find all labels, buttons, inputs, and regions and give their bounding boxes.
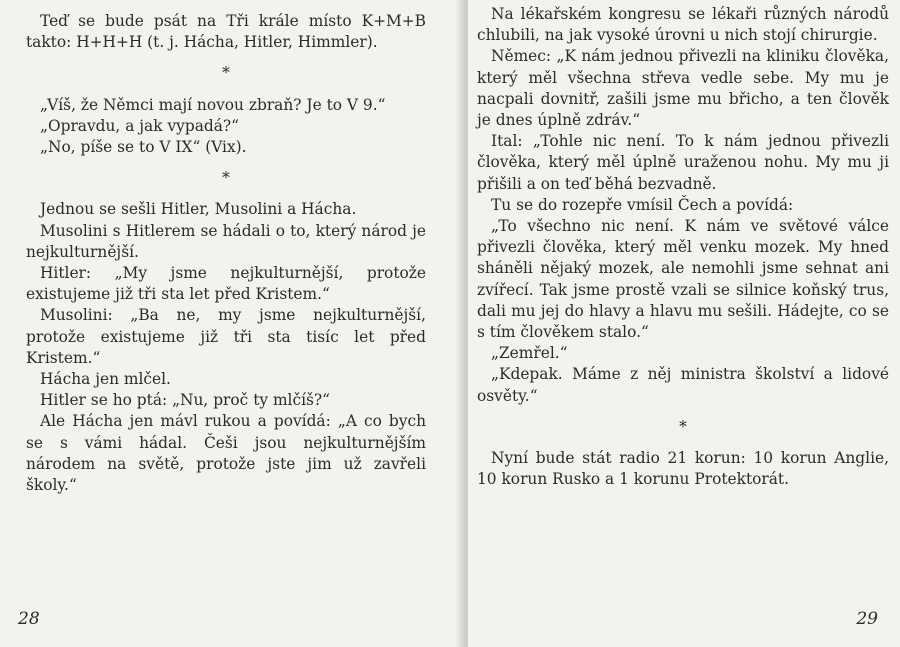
- paragraph: Musolini s Hitlerem se hádali o to, který národ je nejkulturnější.: [26, 221, 426, 261]
- paragraph: „Víš, že Němci mají novou zbraň? Je to V 9.“: [40, 95, 386, 114]
- paragraph: „To všechno nic není. K nám ve světové válce přivezli člověka, který měl venku mozek. My hned sháněli nějaký mozek, ale nemohli jsme sehnat ani zvířecí. Tak jsme prostě vzali se silnice koňský trus, dali mu jej do hlavy a hlavu mu sešili. Hádejte, co se s tím člověkem stalo.“: [477, 217, 889, 342]
- paragraph: Hitler se ho ptá: „Nu, proč ty mlčíš?“: [40, 391, 331, 410]
- paragraph: Ale Hácha jen mávl rukou a povídá: „A co bych se s vámi hádal. Češi jsou nejkulturnějším národem na světě, protože jste jim už zavřeli školy.“: [26, 412, 426, 495]
- paragraph: Na lékařském kongresu se lékaři různých národů chlubili, na jak vysoké úrovni u nich stojí chirurgie.: [477, 5, 889, 45]
- right-page-text: [477, 4, 889, 490]
- right-page: [468, 0, 900, 647]
- section-separator: *: [222, 64, 230, 83]
- paragraph: Nyní bude stát radio 21 korun: 10 korun Anglie, 10 korun Rusko a 1 korunu Protektorát.: [477, 449, 889, 489]
- paragraph: Teď se bude psát na Tři krále místo K+M+B takto: H+H+H (t. j. Hácha, Hitler, Himmler).: [26, 12, 426, 52]
- paragraph: „No, píše se to V IX“ (Vix).: [40, 138, 247, 156]
- page-number: 28: [18, 609, 40, 629]
- paragraph: „Kdepak. Máme z něj ministra školství a lidové osvěty.“: [477, 365, 889, 405]
- paragraph: Hitler: „My jsme nejkulturnější, protože existujeme již tři sta let před Kristem.“: [26, 264, 426, 304]
- page-number: 29: [856, 609, 878, 629]
- paragraph: „Zemřel.“: [491, 344, 568, 363]
- paragraph: Tu se do rozepře vmísil Čech a povídá:: [491, 195, 794, 214]
- paragraph: Ital: „Tohle nic není. To k nám jednou přivezli člověka, který měl úplně uraženou nohu. My mu ji přišili a on teď běhá bezvadně.: [477, 132, 889, 193]
- paragraph: „Opravdu, a jak vypadá?“: [40, 116, 240, 135]
- left-page-text: [26, 11, 426, 496]
- paragraph: Němec: „K nám jednou přivezli na kliniku člověka, který měl všechna střeva vedle sebe. My mu je nacpali dovnitř, zašili jsme mu břicho, a ten člověk je dnes úplně zdráv.“: [477, 47, 889, 130]
- section-separator: *: [679, 417, 687, 436]
- section-separator: *: [222, 169, 230, 188]
- paragraph: Jednou se sešli Hitler, Musolini a Hácha.: [40, 200, 357, 219]
- paragraph: Hácha jen mlčel.: [40, 370, 171, 389]
- paragraph: Musolini: „Ba ne, my jsme nejkulturnější, protože existujeme již tři sta tisíc let před Kristem.“: [26, 306, 426, 367]
